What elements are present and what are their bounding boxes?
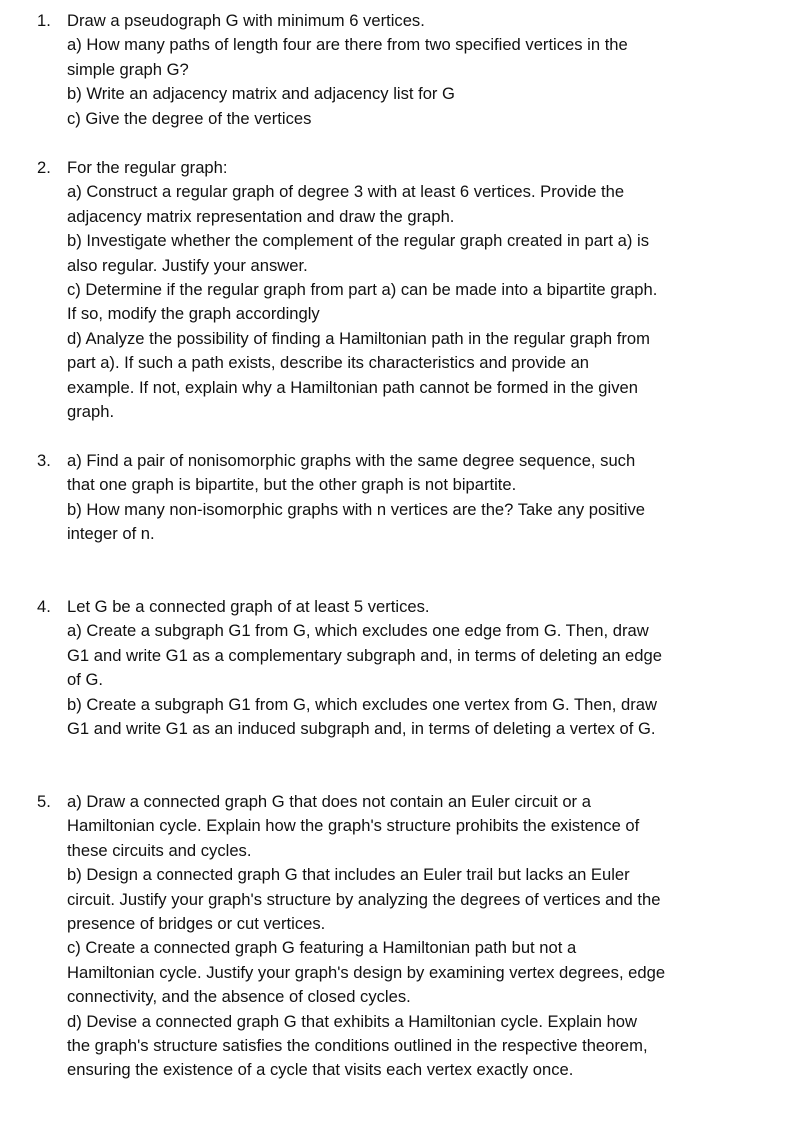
question-number: 5. bbox=[37, 792, 51, 811]
question-line: Let G be a connected graph of at least 5 vertices. bbox=[67, 597, 430, 616]
question-line: also regular. Justify your answer. bbox=[67, 255, 308, 275]
question-number: 4. bbox=[37, 597, 51, 616]
question-line: b) Design a connected graph G that includes an Euler trail but lacks an Euler bbox=[67, 865, 630, 885]
question-line: b) Investigate whether the complement of the regular graph created in part a) is bbox=[67, 231, 650, 251]
question-line: integer of n. bbox=[67, 524, 155, 544]
question-body bbox=[67, 156, 759, 424]
question-line: c) Create a connected graph G featuring a Hamiltonian path but not a bbox=[67, 938, 577, 958]
question-number: 1. bbox=[37, 11, 51, 30]
question-line: c) Give the degree of the vertices bbox=[67, 108, 312, 128]
question-line: simple graph G? bbox=[67, 59, 189, 79]
question-line: connectivity, and the absence of closed cycles. bbox=[67, 987, 411, 1007]
question-line: d) Analyze the possibility of finding a Hamiltonian path in the regular graph from bbox=[67, 328, 650, 348]
question-line: example. If not, explain why a Hamiltonian path cannot be formed in the given bbox=[67, 377, 638, 397]
question-line: d) Devise a connected graph G that exhibits a Hamiltonian cycle. Explain how bbox=[67, 1011, 638, 1031]
question-line: these circuits and cycles. bbox=[67, 840, 252, 860]
question-line: a) Construct a regular graph of degree 3 with at least 6 vertices. Provide the bbox=[67, 182, 625, 202]
question-line: graph. bbox=[67, 401, 115, 421]
question-line: G1 and write G1 as a complementary subgraph and, in terms of deleting an edge bbox=[67, 645, 662, 665]
question-line: a) Create a subgraph G1 from G, which excludes one edge from G. Then, draw bbox=[67, 621, 649, 641]
question-line: the graph's structure satisfies the conditions outlined in the respective theorem, bbox=[67, 1035, 648, 1055]
question-line: ensuring the existence of a cycle that visits each vertex exactly once. bbox=[67, 1060, 574, 1080]
question-line: a) Find a pair of nonisomorphic graphs with the same degree sequence, such bbox=[67, 451, 636, 470]
question-number: 2. bbox=[37, 158, 51, 177]
question-line: of G. bbox=[67, 670, 103, 690]
question-body bbox=[67, 595, 759, 741]
question-line: If so, modify the graph accordingly bbox=[67, 304, 320, 324]
question-line: b) Write an adjacency matrix and adjacency list for G bbox=[67, 84, 455, 104]
question-line: b) How many non-isomorphic graphs with n vertices are the? Take any positive bbox=[67, 499, 645, 519]
question-body bbox=[67, 449, 759, 547]
question-line: a) How many paths of length four are there from two specified vertices in the bbox=[67, 35, 628, 55]
question-line: b) Create a subgraph G1 from G, which excludes one vertex from G. Then, draw bbox=[67, 694, 657, 714]
question-line: c) Determine if the regular graph from part a) can be made into a bipartite graph. bbox=[67, 279, 658, 299]
question-line: G1 and write G1 as an induced subgraph and, in terms of deleting a vertex of G. bbox=[67, 718, 656, 738]
question-line: Draw a pseudograph G with minimum 6 vertices. bbox=[67, 11, 425, 30]
question-line: Hamiltonian cycle. Justify your graph's design by examining vertex degrees, edge bbox=[67, 962, 666, 982]
question-number: 3. bbox=[37, 451, 51, 470]
question-line: For the regular graph: bbox=[67, 158, 228, 177]
question-line: circuit. Justify your graph's structure by analyzing the degrees of vertices and the bbox=[67, 889, 661, 909]
question-line: adjacency matrix representation and draw the graph. bbox=[67, 206, 455, 226]
question-line: a) Draw a connected graph G that does not contain an Euler circuit or a bbox=[67, 792, 591, 811]
question-line: Hamiltonian cycle. Explain how the graph's structure prohibits the existence of bbox=[67, 816, 640, 836]
question-body bbox=[67, 790, 759, 1083]
question-line: that one graph is bipartite, but the other graph is not bipartite. bbox=[67, 475, 517, 495]
question-body bbox=[67, 9, 759, 131]
question-line: presence of bridges or cut vertices. bbox=[67, 913, 326, 933]
question-line: part a). If such a path exists, describe its characteristics and provide an bbox=[67, 353, 590, 373]
